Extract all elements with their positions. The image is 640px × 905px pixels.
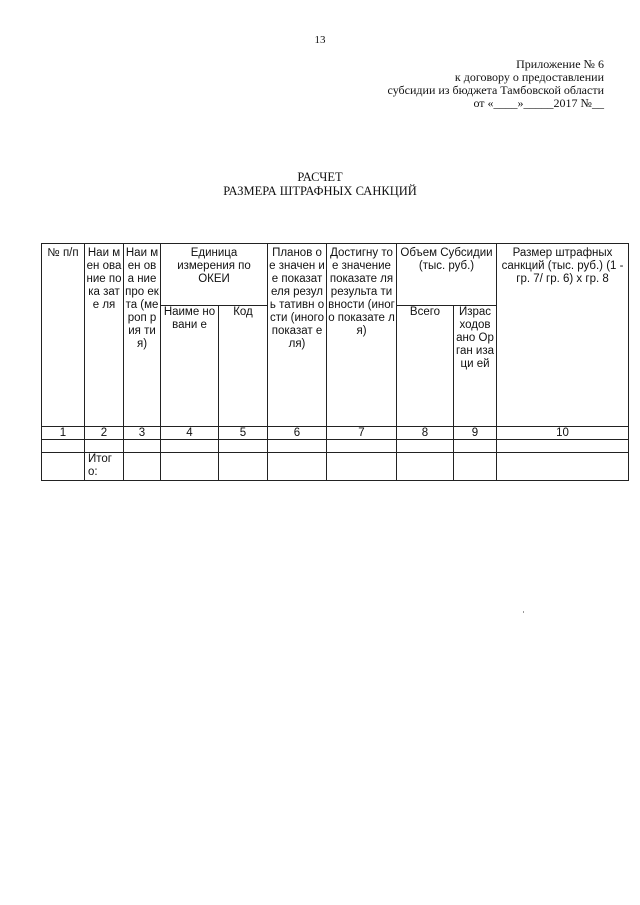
header-okei: Единица измерения по ОКЕИ: [161, 244, 268, 306]
table-cell: [497, 440, 629, 453]
column-number: 2: [85, 427, 124, 440]
data-row: [42, 440, 629, 453]
total-label: Итог о:: [85, 453, 124, 481]
header-col-4: Наиме новани е: [161, 306, 219, 427]
appendix-line-4: от «____»_____2017 №__: [473, 96, 604, 110]
table-cell: [219, 453, 268, 481]
table-cell: [124, 453, 161, 481]
table-cell: [454, 440, 497, 453]
column-number: 9: [454, 427, 497, 440]
appendix-line-3: субсидии из бюджета Тамбовской области: [387, 83, 604, 97]
header-col-7: Достигну тое значение показате ля результа тивности (иного показате ля): [327, 244, 397, 427]
table-cell: [397, 440, 454, 453]
title-line-1: РАСЧЕТ: [297, 170, 343, 184]
scan-speck: [523, 611, 524, 613]
appendix-line-1: Приложение № 6: [516, 57, 604, 71]
title-line-2: РАЗМЕРА ШТРАФНЫХ САНКЦИЙ: [223, 184, 417, 198]
header-col-3: Наи мен ова ние про екта (ме роп рия тия): [124, 244, 161, 427]
column-number: 6: [268, 427, 327, 440]
column-number: 3: [124, 427, 161, 440]
penalty-calculation-table: [41, 243, 629, 481]
column-number: 4: [161, 427, 219, 440]
total-row: [42, 453, 629, 481]
table-cell: [497, 453, 629, 481]
appendix-header: [364, 58, 604, 110]
column-number-row: [42, 427, 629, 440]
header-col-2: Наи мен ова ние пока зате ля: [85, 244, 124, 427]
header-row-1: [42, 244, 629, 306]
table-cell: [161, 453, 219, 481]
header-subsidy: Объем Субсидии (тыс. руб.): [397, 244, 497, 306]
column-number: 8: [397, 427, 454, 440]
column-number: 1: [42, 427, 85, 440]
header-col-10: Размер штрафных санкций (тыс. руб.) (1 - гр. 7/ гр. 6) х гр. 8: [497, 244, 629, 427]
table-cell: [219, 440, 268, 453]
table-cell: [268, 453, 327, 481]
column-number: 5: [219, 427, 268, 440]
appendix-line-2: к договору о предоставлении: [454, 70, 604, 84]
column-number: 7: [327, 427, 397, 440]
document-title: [0, 170, 640, 198]
table-cell: [42, 453, 85, 481]
page-number: 13: [314, 34, 326, 46]
table-cell: [327, 453, 397, 481]
table-cell: [124, 440, 161, 453]
table-cell: [42, 440, 85, 453]
header-col-8: Всего: [397, 306, 454, 427]
header-col-9: Израс ходов ано Орган изаци ей: [454, 306, 497, 427]
header-col-6: Планов ое значен ие показат еля резуль тативн ости (иного показат еля): [268, 244, 327, 427]
table-cell: [397, 453, 454, 481]
table-cell: [268, 440, 327, 453]
table-cell: [85, 440, 124, 453]
table-cell: [454, 453, 497, 481]
header-col-5: Код: [219, 306, 268, 427]
table-cell: [327, 440, 397, 453]
header-col-1: № п/п: [42, 244, 85, 427]
column-number: 10: [497, 427, 629, 440]
table-cell: [161, 440, 219, 453]
